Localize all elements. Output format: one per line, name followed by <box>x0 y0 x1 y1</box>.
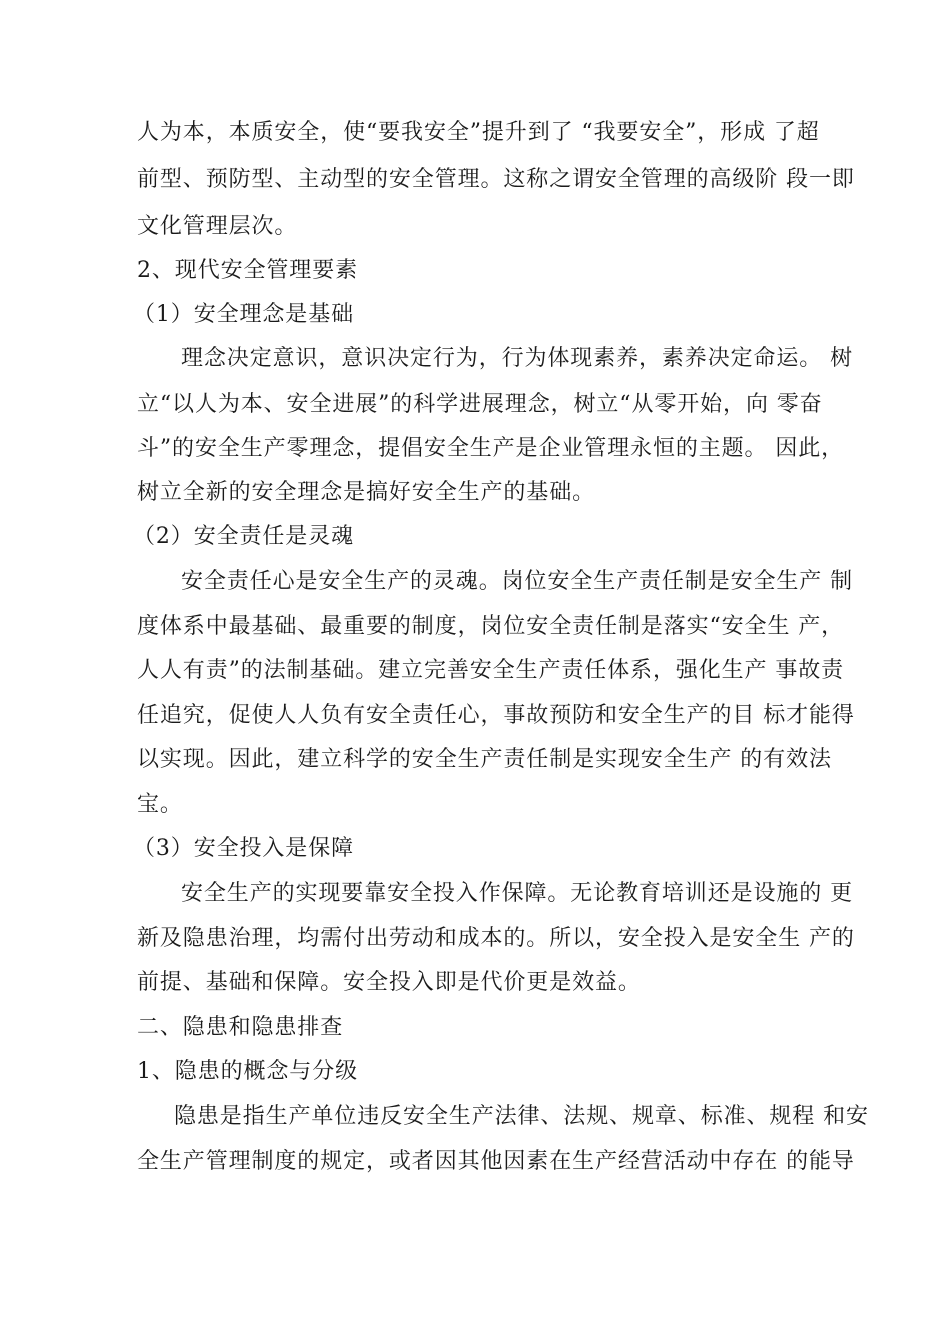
paragraph-line: 立“以人为本、安全进展”的科学进展理念，树立“从零开始，向 零奋 <box>137 392 823 417</box>
paragraph-line: 理念决定意识，意识决定行为，行为体现素养，素养决定命运。 树 <box>181 346 853 371</box>
paragraph-line: 人人有责”的法制基础。建立完善安全生产责任体系，强化生产 事故责 <box>137 658 845 683</box>
paragraph-line: 任追究，促使人人负有安全责任心，事故预防和安全生产的目 标才能得 <box>137 703 855 728</box>
section-heading: 二、隐患和隐患排查 <box>137 1015 344 1040</box>
paragraph-line: 前提、基础和保障。安全投入即是代价更是效益。 <box>137 970 641 995</box>
paragraph-line: 全生产管理制度的规定，或者因其他因素在生产经营活动中存在 的能导 <box>137 1149 855 1174</box>
paragraph-line: 新及隐患治理，均需付出劳动和成本的。所以，安全投入是安全生 产的 <box>137 926 855 951</box>
paragraph-line: 度体系中最基础、最重要的制度，岗位安全责任制是落实“安全生 产， <box>137 614 845 639</box>
paragraph-line: 以实现。因此，建立科学的安全生产责任制是实现安全生产 的有效法 <box>137 747 832 772</box>
paragraph-line: 文化管理层次。 <box>137 214 298 239</box>
subsection-heading: （2）安全责任是灵魂 <box>133 524 354 549</box>
section-heading: 1、隐患的概念与分级 <box>137 1059 358 1084</box>
paragraph-line: 安全生产的实现要靠安全投入作保障。无论教育培训还是设施的 更 <box>181 881 853 906</box>
paragraph-line: 树立全新的安全理念是搞好安全生产的基础。 <box>137 480 596 505</box>
paragraph-line: 人为本，本质安全，使“要我安全”提升到了 “我要安全”，形成 了超 <box>137 120 820 145</box>
paragraph-line: 前型、预防型、主动型的安全管理。这称之谓安全管理的高级阶 段一即 <box>137 167 855 192</box>
paragraph-line: 安全责任心是安全生产的灵魂。岗位安全生产责任制是安全生产 制 <box>181 569 853 594</box>
subsection-heading: （3）安全投入是保障 <box>133 836 354 861</box>
paragraph-line: 斗”的安全生产零理念，提倡安全生产是企业管理永恒的主题。 因此， <box>137 436 845 461</box>
paragraph-line: 宝。 <box>137 792 183 817</box>
paragraph-line: 隐患是指生产单位违反安全生产法律、法规、规章、标准、规程 和安 <box>174 1104 869 1129</box>
subsection-heading: （1）安全理念是基础 <box>133 302 354 327</box>
section-heading: 2、现代安全管理要素 <box>137 258 358 283</box>
